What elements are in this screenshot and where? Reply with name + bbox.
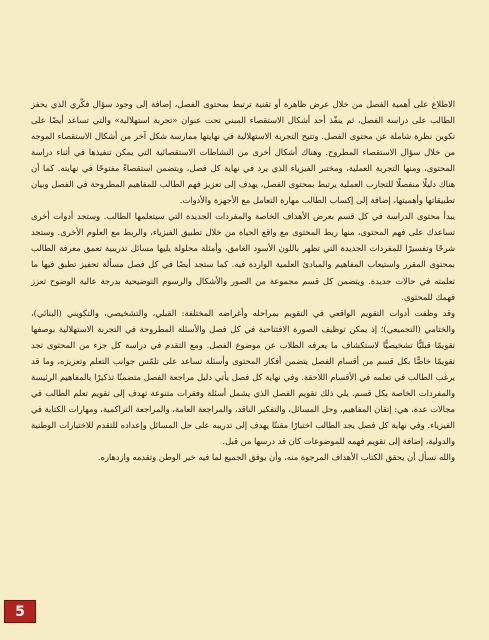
body-text (31, 96, 455, 465)
paragraph-assessment: وقد وظفت أدوات التقويم الواقعي في التقويم بمراحله وأغراضه المختلفة: القبلي، والتشخيصي، والتكويني (البنائي)، والختامي (التجميعي)؛ إذ يمكن توظيف الصورة الافتتاحية في كل فصل والأسئلة المطروحة في التجربة الاستهلالية بوصفها تقويمًا قبليًّا تشخيصيًّا لاستكشاف ما يعرفه الطلاب عن موضوع الفصل. ومع التقدم في دراسة كل جزء من المحتوى تجد تقويمًا خاصًّا بكل قسم من أقسام الفصل يتضمن أفكار المحتوى وأسئلة تساعد على تلمّس جوانب التعلم وتعزيزه، وما قد يرغب الطالب في تعلمه في الأقسام اللاحقة. وفي نهاية كل فصل يأتي دليل مراجعة الفصل متضمنًا تذكيرًا بالمفاهيم الرئيسة والمفردات الخاصة بكل قسم. يلي ذلك تقويم الفصل الذي يشمل أسئلة وفقرات متنوعة تهدف إلى تقويم تعلم الطالب في مجالات عدة، هي: إتقان المفاهيم، وحل المسائل، والتفكير الناقد، والمراجعة العامة، والمراجعة التراكمية، ومهارات الكتابة في الفيزياء. وفي نهاية كل فصل يجد الطالب اختبارًا مقننًا يهدف إلى تدريبه على حل المسائل وإعداده للتقدم للاختبارات الوطنية والدولية، إضافة إلى تقويم فهمه للموضوعات كان قد درسها من قبل. (31, 307, 455, 446)
paragraph-intro: الاطلاع على أهمية الفصل من خلال عرض ظاهرة أو تقنية ترتبط بمحتوى الفصل، إضافة إلى وجود سؤال فكّري الذي يحفز الطالب على دراسة الفصل، ثم ينفّذ أحد أشكال الاستقصاء المبني تحت عنوان «تجربة استهلالية» والتي تساعد أيضًا على تكوين نظرة شاملة عن محتوى الفصل. وتتيح التجربة الاستهلالية في نهايتها ممارسة شكل آخر من أشكال الاستقصاء الموجه من خلال سؤال الاستقصاء المطروح. وهناك أشكال أخرى من النشاطات الاستقصائية التي يمكن تنفيذها في أثناء دراسة المحتوى، ومنها التجربة العملية، ومختبر الفيزياء الذي يرد في نهاية كل فصل، ويتضمن استقصاءً مفتوحًا في نهايته. كما أن هناك دليلًا منفصلًا للتجارب العملية يرتبط بمحتوى الفصل، يهدف إلى تعزيز فهم الطالب للمفاهيم المطروحة في الفصل وبيان تطبيقاتها وأهميتها، إضافة إلى إكساب الطالب مهارة التعامل مع الأجهزة والأدوات. (31, 99, 455, 206)
paragraph-content: يبدأ محتوى الدراسة في كل قسم بعرض الأهداف الخاصة والمفردات الجديدة التي سيتعلمها الطالب. وستجد أدوات أخرى تساعدك على فهم المحتوى، منها ربط المحتوى مع واقع الحياة من خلال تطبيق الفيزياء، والربط مع العلوم الأخرى. وستجد شرحًا وتفسيرًا للمفردات الجديدة التي تظهر باللون الأسود الغامق، وأمثلة محلولة يليها مسائل تدريبية تعمق معرفة الطالب بمحتوى المقرر واستيعاب المفاهيم والمبادئ العلمية الواردة فيه. كما ستجد أيضًا في كل فصل مسألة تحفيز تطبق فيها ما تعلمته في حالات جديدة. ويتضمن كل قسم مجموعة من الصور والأشكال والرسوم التوضيحية بدرجة عالية الوضوح تعزز فهمك للمحتوى. (31, 211, 455, 302)
page-number: 5 (4, 600, 36, 623)
paragraph-closing: والله نسأل أن يحقق الكتاب الأهداف المرجوة منه، وأن يوفق الجميع لما فيه خير الوطن وتقدمه وازدهاره. (97, 452, 455, 463)
